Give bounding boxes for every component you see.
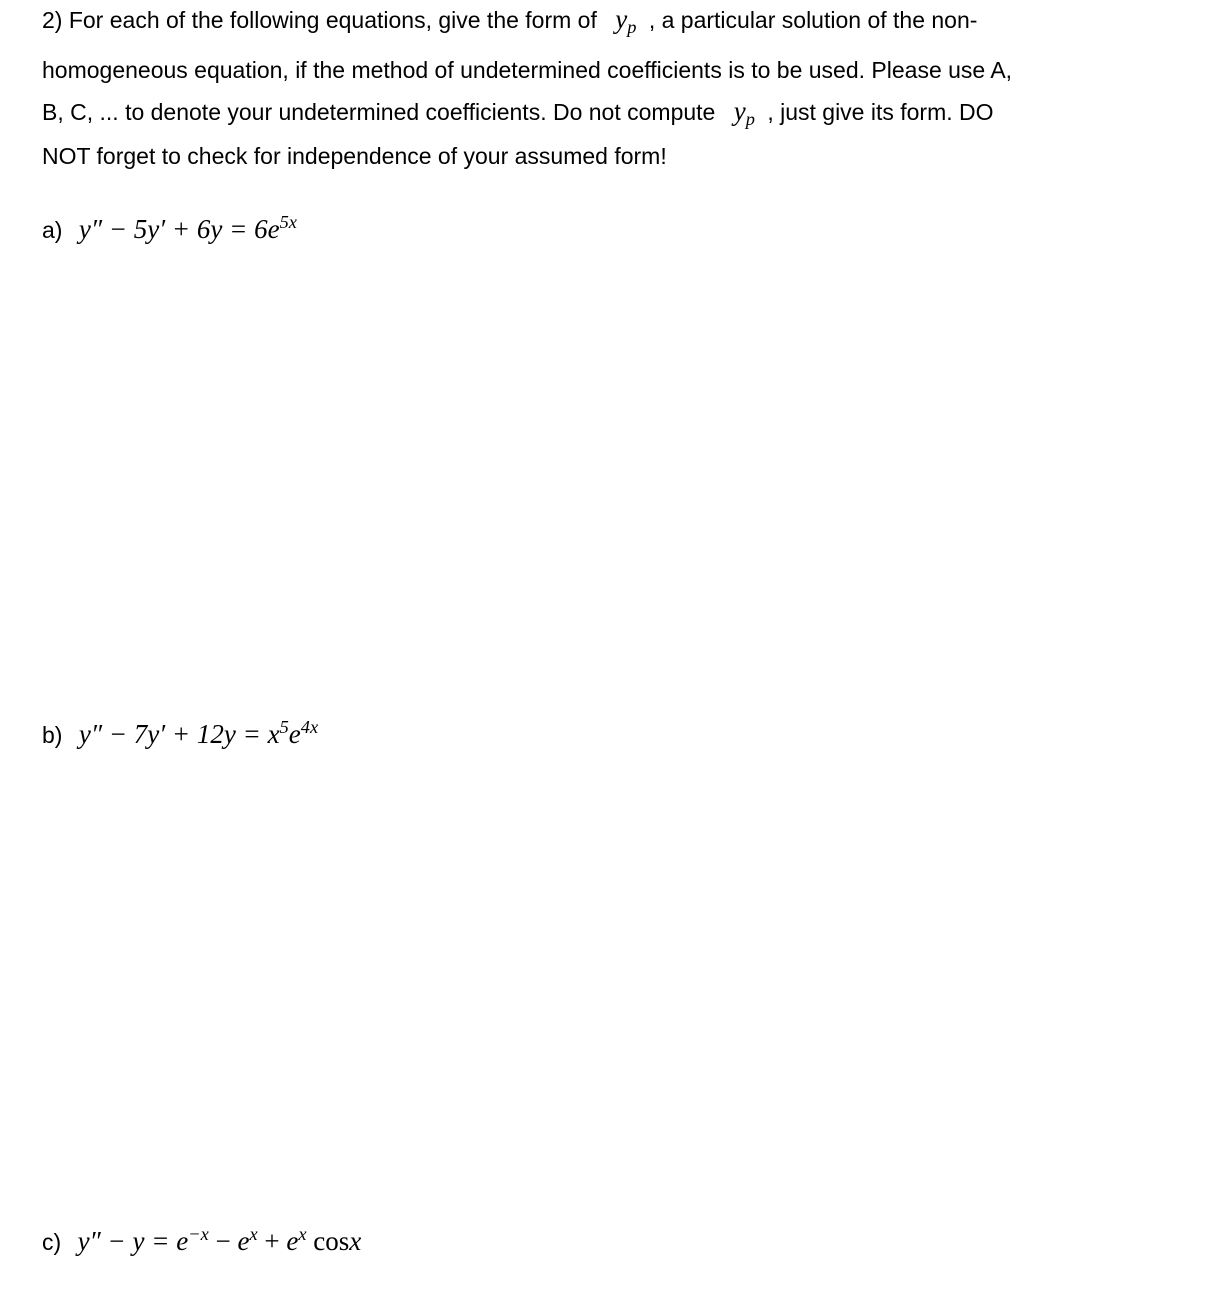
question-b-rhs-exponent-2: 4x xyxy=(300,716,319,737)
problem-line-4: NOT forget to check for independence of your assumed form! xyxy=(42,143,667,169)
question-c-term-1-base: e xyxy=(176,1226,189,1256)
question-a-equation xyxy=(78,211,297,244)
question-a-lhs: y″ − 5y′ + 6y = xyxy=(78,214,248,244)
problem-line-1-before: 2) For each of the following equations, give the form of xyxy=(42,7,597,33)
question-c-term-2-base: e xyxy=(237,1226,250,1256)
problem-line-3-after: , just give its form. DO xyxy=(767,99,994,125)
question-c-lhs: y″ − y = xyxy=(77,1226,170,1256)
question-c xyxy=(42,1223,362,1256)
question-c-equation xyxy=(77,1223,362,1256)
question-c-cos-variable: x xyxy=(349,1226,362,1256)
problem-line-3-before: B, C, ... to denote your undetermined coefficients. Do not compute xyxy=(42,99,716,125)
question-b-rhs-base-2: e xyxy=(288,719,301,749)
question-b-equation xyxy=(78,716,319,749)
yp-base: y xyxy=(615,4,628,34)
particular-solution-symbol-repeat xyxy=(733,96,755,130)
question-a-label: a) xyxy=(42,217,63,243)
question-c-term-2-exponent: x xyxy=(249,1223,258,1244)
problem-line-1-after: , a particular solution of the non- xyxy=(648,7,978,33)
question-c-operator-1: − xyxy=(208,1226,238,1256)
problem-line-3 xyxy=(42,96,994,130)
question-b-label: b) xyxy=(42,722,63,748)
question-c-label: c) xyxy=(42,1229,62,1255)
question-c-term-3-base: e xyxy=(286,1226,299,1256)
particular-solution-symbol xyxy=(615,4,637,38)
question-a-rhs-base: 6e xyxy=(254,214,280,244)
question-c-cos-function: cos xyxy=(313,1226,350,1256)
yp-subscript: p xyxy=(627,17,637,38)
question-c-operator-2: + xyxy=(257,1226,287,1256)
question-b-rhs-base-1: x xyxy=(267,719,280,749)
yp-base-repeat: y xyxy=(733,96,746,126)
question-c-term-3-exponent: x xyxy=(298,1223,307,1244)
question-a xyxy=(42,211,297,244)
question-b-lhs: y″ − 7y′ + 12y = xyxy=(78,719,261,749)
question-c-term-1-exponent: −x xyxy=(188,1223,209,1244)
problem-line-1 xyxy=(42,4,978,38)
yp-subscript-repeat: p xyxy=(745,109,755,130)
question-b xyxy=(42,716,319,749)
problem-line-2: homogeneous equation, if the method of undetermined coefficients is to be used. Please use A, xyxy=(42,57,1013,83)
question-b-rhs-exponent-1: 5 xyxy=(279,716,289,737)
question-a-rhs-exponent: 5x xyxy=(279,211,297,232)
